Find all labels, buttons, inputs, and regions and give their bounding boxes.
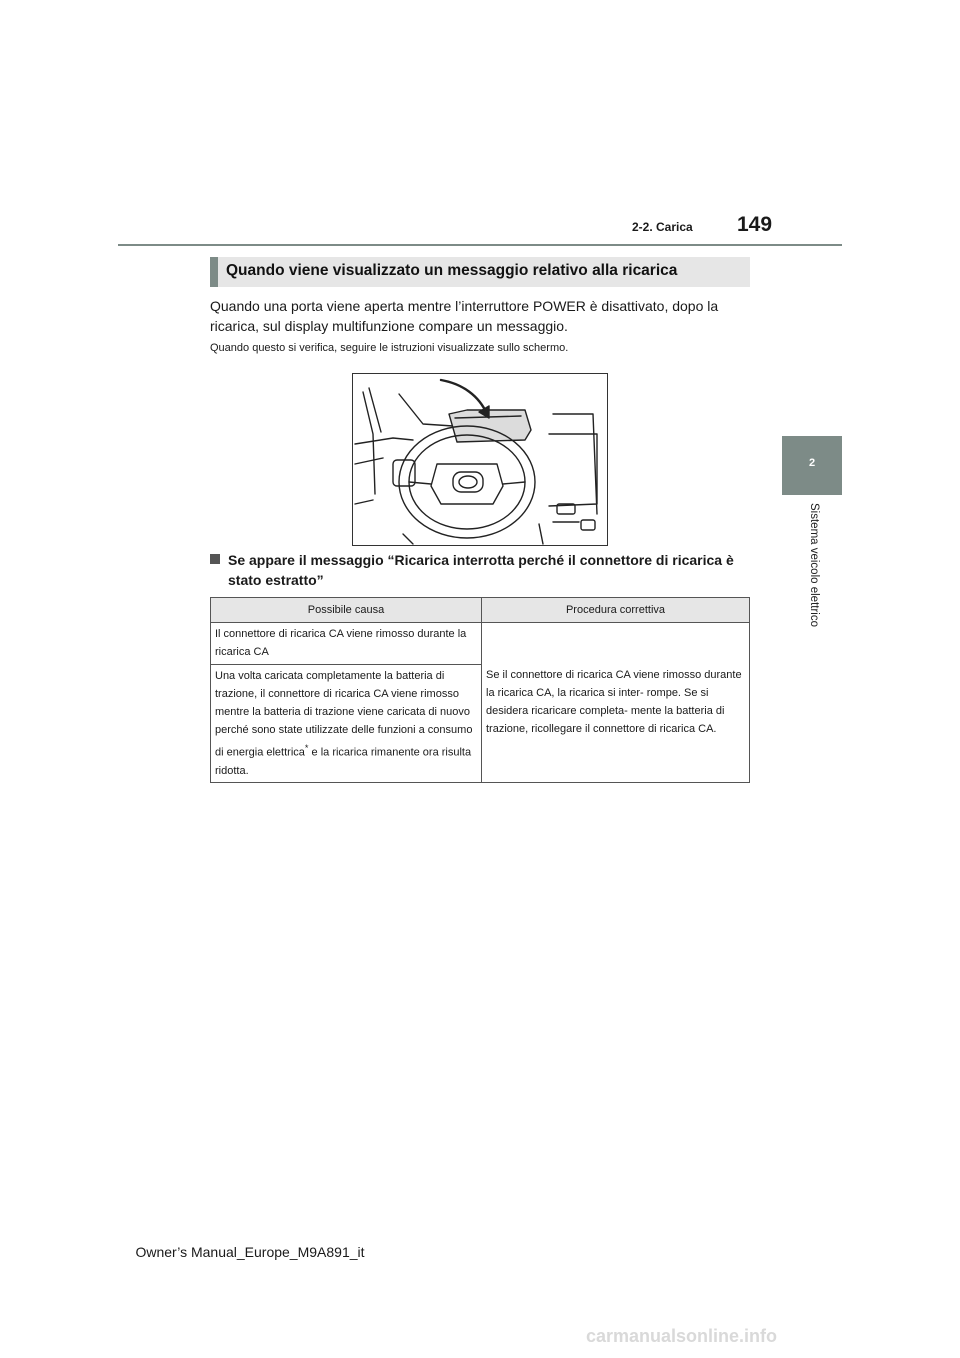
cause-cell: [211, 665, 482, 783]
footer-manual-id: Owner’s Manual_Europe_M9A891_it: [135, 1244, 365, 1260]
section-label: 2-2. Carica: [632, 220, 693, 234]
sub-heading-marker: [210, 554, 220, 564]
cause-text-end: e la ricarica rimanente ora risulta ridotta.: [215, 746, 472, 777]
table-header-row: [211, 598, 750, 623]
cause-text: Una volta caricata completamente la batteria di trazione, il connettore di ricarica CA viene rimosso mentre la batteria di trazione viene caricata di nuovo perché sono state utilizzate delle funzioni a consumo di energia elettrica: [215, 670, 473, 759]
cause-remedy-table: [210, 597, 750, 783]
page-number: 149: [737, 213, 773, 236]
column-header-remedy: Procedura correttiva: [482, 598, 750, 623]
note-paragraph: Quando questo si verifica, seguire le istruzioni visualizzate sullo schermo.: [210, 342, 569, 354]
chapter-tab-number: 2: [808, 457, 816, 469]
chapter-tab-label: Sistema veicolo elettrico: [808, 503, 820, 627]
table-row: [211, 623, 750, 665]
steering-wheel-display-drawing: [353, 374, 607, 545]
section-heading: Quando viene visualizzato un messaggio relativo alla ricarica: [226, 262, 678, 279]
watermark: carmanualsonline.info: [586, 1326, 778, 1346]
remedy-cell: Se il connettore di ricarica CA viene rimosso durante la ricarica CA, la ricarica si inter- rompe. Se si desidera ricaricare completa- mente la batteria di trazione, ricollegare il connettore di ricarica CA.: [482, 623, 750, 783]
sub-heading: Se appare il messaggio “Ricarica interrotta perché il connettore di ricarica è stato estratto”: [228, 552, 734, 588]
body-paragraph: Quando una porta viene aperta mentre l’interruttore POWER è disattivato, dopo la ricarica, sul display multifunzione compare un messaggio.: [210, 298, 719, 334]
dashboard-illustration: [352, 373, 608, 546]
cause-cell: Il connettore di ricarica CA viene rimosso durante la ricarica CA: [211, 623, 482, 665]
footnote-mark: *: [304, 743, 309, 753]
section-heading-bar: [210, 257, 218, 287]
column-header-cause: Possibile causa: [211, 598, 482, 623]
header-rule: [118, 244, 842, 246]
